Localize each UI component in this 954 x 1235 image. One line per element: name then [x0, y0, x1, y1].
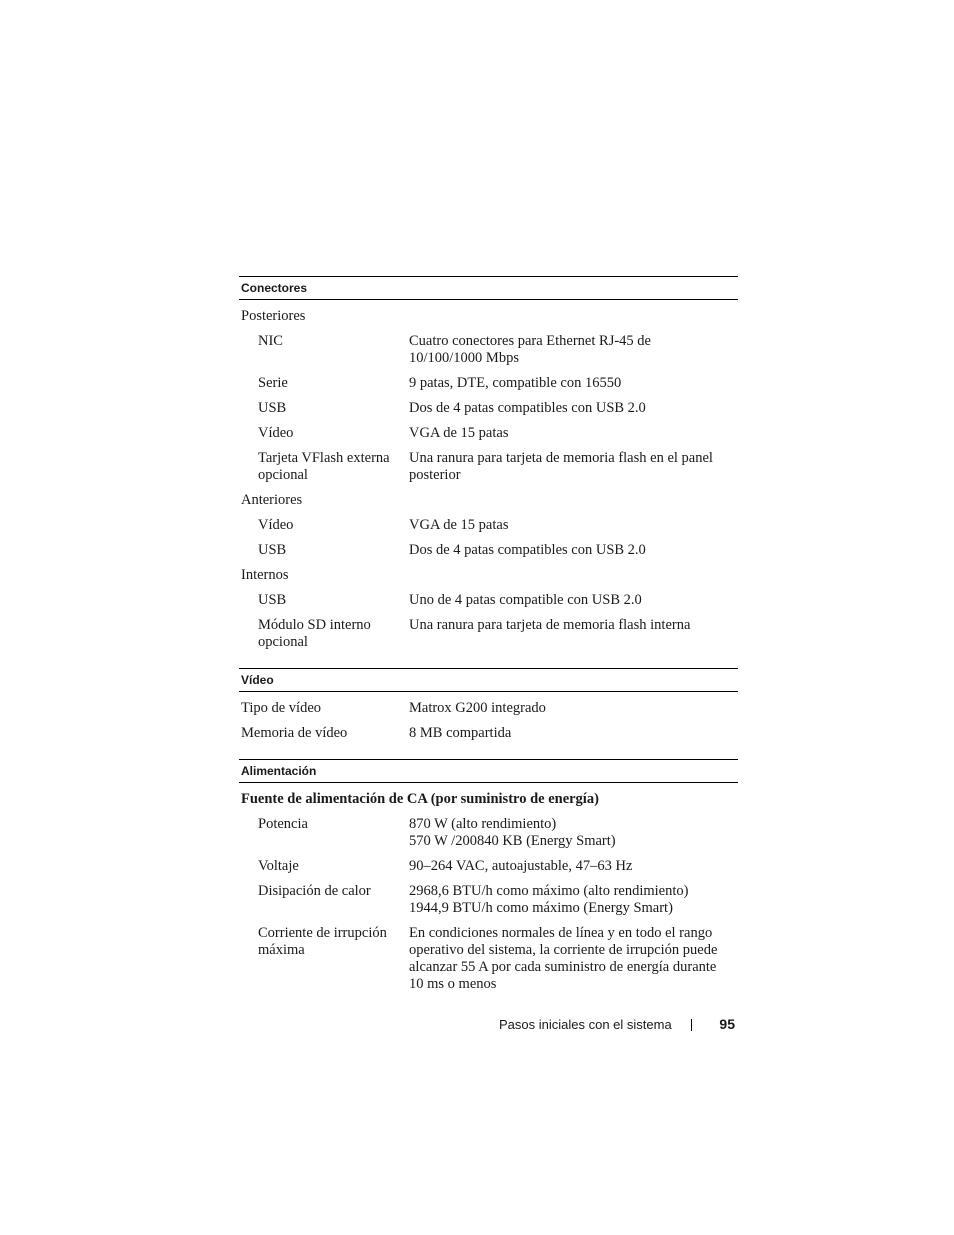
spec-value-line: 1944,9 BTU/h como máximo (Energy Smart): [409, 900, 673, 916]
spec-value-line: 90–264 VAC, autoajustable, 47–63 Hz: [409, 858, 633, 874]
spec-row: [239, 592, 738, 609]
spec-value-line: 570 W /200840 KB (Energy Smart): [409, 833, 616, 849]
spec-label: [239, 542, 409, 559]
spec-value: [409, 617, 738, 651]
spec-row: [239, 400, 738, 417]
spec-value-line: Una ranura para tarjeta de memoria flash interna: [409, 617, 691, 633]
spec-value-line: Matrox G200 integrado: [409, 700, 546, 716]
spec-value: [409, 700, 738, 717]
spec-value-line: Dos de 4 patas compatibles con USB 2.0: [409, 542, 646, 558]
spec-label: [239, 858, 409, 875]
spec-label-line: opcional: [258, 467, 308, 483]
spec-value-line: 2968,6 BTU/h como máximo (alto rendimiento): [409, 883, 689, 899]
group-heading: Posteriores: [241, 308, 306, 324]
group-heading: Anteriores: [241, 492, 303, 508]
page-number: 95: [719, 1016, 735, 1032]
spec-label-line: Módulo SD interno: [258, 617, 371, 633]
spec-label-line: USB: [258, 400, 287, 416]
spec-label: [239, 883, 409, 917]
spec-label-line: Tarjeta VFlash externa: [258, 450, 390, 466]
spec-label-line: Disipación de calor: [258, 883, 371, 899]
spec-value: [409, 592, 738, 609]
spec-label-line: opcional: [258, 634, 308, 650]
spec-row: [239, 925, 738, 993]
spec-value-line: 10/100/1000 Mbps: [409, 350, 519, 366]
spec-value: [409, 425, 738, 442]
spec-value-line: operativo del sistema, la corriente de irrupción puede: [409, 942, 718, 958]
spec-label: [239, 592, 409, 609]
spec-label: [239, 425, 409, 442]
spec-label-line: Voltaje: [258, 858, 299, 874]
spec-label-line: Vídeo: [258, 517, 294, 533]
spec-label: [239, 375, 409, 392]
footer-title: Pasos iniciales con el sistema: [499, 1017, 672, 1032]
spec-row: [239, 700, 738, 717]
spec-value-line: Una ranura para tarjeta de memoria flash en el panel: [409, 450, 713, 466]
spec-label: [239, 700, 409, 717]
spec-value: [409, 883, 738, 917]
spec-label-line: Vídeo: [258, 425, 294, 441]
spec-value-line: 9 patas, DTE, compatible con 16550: [409, 375, 622, 391]
spec-value: [409, 542, 738, 559]
page-footer: [499, 1015, 739, 1035]
spec-label-line: Potencia: [258, 816, 308, 832]
spec-label: [239, 617, 409, 651]
spec-label-line: USB: [258, 542, 287, 558]
spec-label: [239, 816, 409, 850]
spec-value-line: En condiciones normales de línea y en todo el rango: [409, 925, 713, 941]
spec-row: [239, 425, 738, 442]
spec-row: [239, 617, 738, 651]
spec-value-line: Dos de 4 patas compatibles con USB 2.0: [409, 400, 646, 416]
spec-value: [409, 400, 738, 417]
spec-label-line: Corriente de irrupción: [258, 925, 387, 941]
group-heading: Internos: [241, 567, 289, 583]
footer-separator: [691, 1019, 692, 1031]
spec-label-line: NIC: [258, 333, 283, 349]
spec-value-line: VGA de 15 patas: [409, 517, 509, 533]
spec-row: [239, 517, 738, 534]
spec-value-line: Cuatro conectores para Ethernet RJ-45 de: [409, 333, 651, 349]
spec-value-line: 870 W (alto rendimiento): [409, 816, 557, 832]
spec-value-line: VGA de 15 patas: [409, 425, 509, 441]
spec-value-line: 8 MB compartida: [409, 725, 512, 741]
spec-section: [239, 276, 738, 651]
spec-label: [239, 925, 409, 993]
spec-section: [239, 668, 738, 742]
spec-value-line: posterior: [409, 467, 461, 483]
section-heading: Conectores: [239, 276, 738, 300]
spec-row: [239, 375, 738, 392]
spec-label-line: Tipo de vídeo: [241, 700, 322, 716]
spec-label-line: USB: [258, 592, 287, 608]
spec-row: [239, 725, 738, 742]
spec-label: [239, 517, 409, 534]
spec-row: [239, 883, 738, 917]
spec-row: [239, 333, 738, 367]
spec-row: [239, 858, 738, 875]
spec-value: [409, 858, 738, 875]
spec-row: [239, 542, 738, 559]
spec-label-line: Serie: [258, 375, 288, 391]
group-heading: Fuente de alimentación de CA (por suministro de energía): [241, 791, 599, 807]
spec-value-line: 10 ms o menos: [409, 976, 497, 992]
spec-label-line: Memoria de vídeo: [241, 725, 348, 741]
spec-value: [409, 375, 738, 392]
spec-row: [239, 450, 738, 484]
spec-value: [409, 450, 738, 484]
spec-value-line: alcanzar 55 A por cada suministro de energía durante: [409, 959, 717, 975]
spec-label-line: máxima: [258, 942, 305, 958]
spec-tables: [239, 276, 738, 1010]
spec-value: [409, 333, 738, 367]
spec-label: [239, 333, 409, 367]
spec-section: [239, 759, 738, 993]
spec-label: [239, 450, 409, 484]
spec-label: [239, 400, 409, 417]
spec-value: [409, 725, 738, 742]
spec-row: [239, 816, 738, 850]
section-heading: Alimentación: [239, 759, 738, 783]
spec-value: [409, 816, 738, 850]
spec-value: [409, 925, 738, 993]
spec-label: [239, 725, 409, 742]
spec-value-line: Uno de 4 patas compatible con USB 2.0: [409, 592, 642, 608]
spec-value: [409, 517, 738, 534]
section-heading: Vídeo: [239, 668, 738, 692]
